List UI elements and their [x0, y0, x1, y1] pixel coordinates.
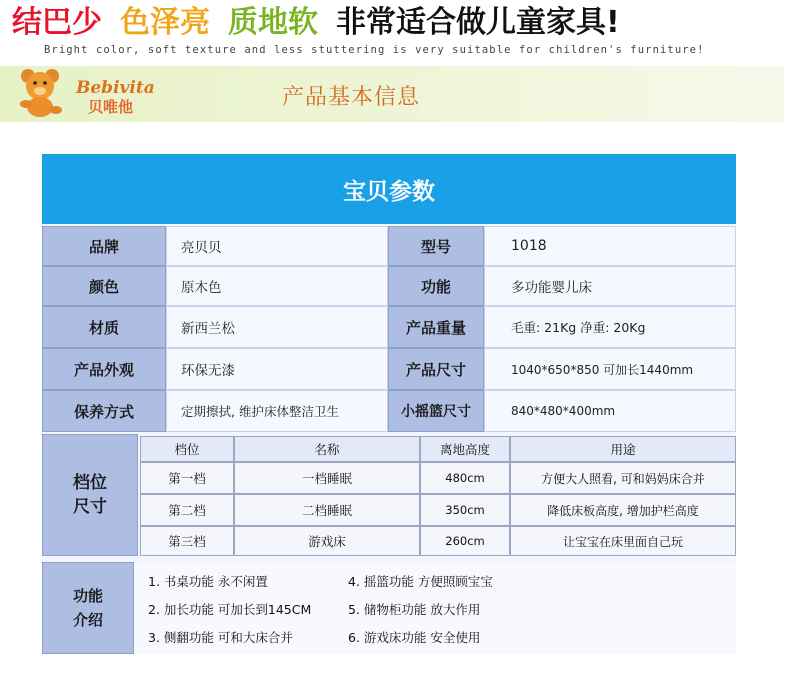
param-label-material: 材质 — [42, 306, 166, 348]
levels-row2-usage: 降低床板高度, 增加护栏高度 — [510, 494, 736, 526]
banner-title: 产品基本信息 — [282, 85, 421, 110]
teddy-bear-logo-icon — [6, 66, 76, 118]
levels-header-height: 离地高度 — [420, 436, 510, 462]
functions-list — [134, 562, 736, 654]
param-value-weight: 毛重: 21Kg 净重: 20Kg — [484, 306, 736, 348]
param-label-size: 产品尺寸 — [388, 348, 484, 390]
levels-row1-gear: 第一档 — [140, 462, 234, 494]
levels-row3-height: 260cm — [420, 526, 510, 556]
levels-header-usage: 用途 — [510, 436, 736, 462]
function-item-5: 5. 储物柜功能 放大作用 — [348, 602, 481, 617]
param-label-appearance: 产品外观 — [42, 348, 166, 390]
levels-row3-gear: 第三档 — [140, 526, 234, 556]
levels-row2-height: 350cm — [420, 494, 510, 526]
param-label-color: 颜色 — [42, 266, 166, 306]
param-label-cradle: 小摇篮尺寸 — [388, 390, 484, 432]
levels-header-name: 名称 — [234, 436, 420, 462]
brand-name-en: Bebivita — [76, 78, 155, 98]
param-label-brand: 品牌 — [42, 226, 166, 266]
params-table-header — [42, 154, 736, 224]
slogan — [12, 6, 638, 40]
levels-header-gear: 档位 — [140, 436, 234, 462]
params-table-title: 宝贝参数 — [343, 178, 435, 205]
param-value-color: 原木色 — [166, 266, 388, 306]
brand-banner — [0, 66, 784, 122]
slogan-part-2: 色泽亮 — [120, 5, 210, 40]
levels-row2-gear: 第二档 — [140, 494, 234, 526]
param-value-material: 新西兰松 — [166, 306, 388, 348]
brand-name-cn: 贝唯他 — [88, 98, 134, 116]
levels-row2-name: 二档睡眠 — [234, 494, 420, 526]
slogan-part-4: 非常适合做儿童家具! — [336, 5, 620, 40]
slogan-part-1: 结巴少 — [12, 5, 102, 40]
function-item-6: 6. 游戏床功能 安全使用 — [348, 630, 481, 645]
levels-row3-usage: 让宝宝在床里面自己玩 — [510, 526, 736, 556]
param-value-cradle: 840*480*400mm — [484, 390, 736, 432]
function-item-4: 4. 摇篮功能 方便照顾宝宝 — [348, 574, 493, 589]
param-label-weight: 产品重量 — [388, 306, 484, 348]
param-value-brand: 亮贝贝 — [166, 226, 388, 266]
functions-label: 功能 介绍 — [42, 562, 134, 654]
levels-row1-name: 一档睡眠 — [234, 462, 420, 494]
param-label-care: 保养方式 — [42, 390, 166, 432]
function-item-2: 2. 加长功能 可加长到145CM — [148, 602, 312, 617]
function-item-3: 3. 侧翻功能 可和大床合并 — [148, 630, 293, 645]
levels-row1-height: 480cm — [420, 462, 510, 494]
levels-row1-usage: 方便大人照看, 可和妈妈床合并 — [510, 462, 736, 494]
function-item-1: 1. 书桌功能 永不闲置 — [148, 574, 268, 589]
slogan-part-3: 质地软 — [228, 5, 318, 40]
param-value-appearance: 环保无漆 — [166, 348, 388, 390]
levels-row3-name: 游戏床 — [234, 526, 420, 556]
param-label-function: 功能 — [388, 266, 484, 306]
levels-label: 档位 尺寸 — [42, 434, 138, 556]
param-value-size: 1040*650*850 可加长1440mm — [484, 348, 736, 390]
slogan-subline: Bright color, soft texture and less stuttering is very suitable for children's furniture! — [44, 44, 705, 56]
param-label-model: 型号 — [388, 226, 484, 266]
param-value-function: 多功能婴儿床 — [484, 266, 736, 306]
param-value-care: 定期擦拭, 维护床体整洁卫生 — [166, 390, 388, 432]
param-value-model: 1018 — [484, 226, 736, 266]
